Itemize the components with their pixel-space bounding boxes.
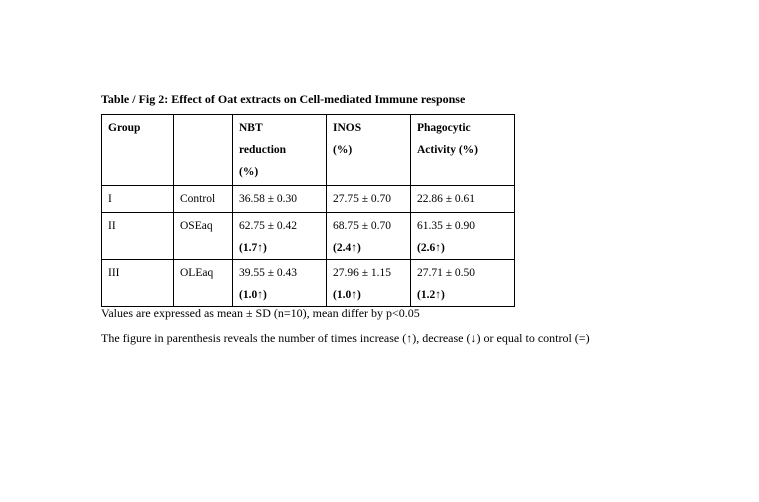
footnote-values: Values are expressed as mean ± SD (n=10), mean differ by p<0.05 [101,306,420,320]
cell-name: Control [174,186,233,213]
cell-inos: 27.75 ± 0.70 [327,186,411,213]
table-title: Table / Fig 2: Effect of Oat extracts on Cell-mediated Immune response [101,92,466,106]
fold-nbt: (1.7↑) [239,242,267,254]
header-phagocytic: Phagocytic Activity (%) [411,115,515,186]
table-row [102,186,515,213]
cell-phago: 61.35 ± 0.90 (2.6↑) [411,213,515,260]
fold-inos: (1.0↑) [333,289,361,301]
cell-inos: 27.96 ± 1.15 (1.0↑) [327,260,411,307]
cell-phago: 22.86 ± 0.61 [411,186,515,213]
fold-inos: (2.4↑) [333,242,361,254]
cell-nbt: 36.58 ± 0.30 [233,186,327,213]
cell-group: III [102,260,174,307]
cell-name: OSEaq [174,213,233,260]
cell-group: II [102,213,174,260]
cell-group: I [102,186,174,213]
data-table [101,114,515,307]
cell-phago: 27.71 ± 0.50 (1.2↑) [411,260,515,307]
table-header-row [102,115,515,186]
header-nbt: NBT reduction (%) [233,115,327,186]
cell-nbt: 62.75 ± 0.42 (1.7↑) [233,213,327,260]
header-inos: INOS (%) [327,115,411,186]
cell-name: OLEaq [174,260,233,307]
header-blank [174,115,233,186]
fold-nbt: (1.0↑) [239,289,267,301]
footnote-parenthesis: The figure in parenthesis reveals the number of times increase (↑), decrease (↓) or equal to control (=) [101,331,590,345]
cell-inos: 68.75 ± 0.70 (2.4↑) [327,213,411,260]
cell-nbt: 39.55 ± 0.43 (1.0↑) [233,260,327,307]
fold-phago: (2.6↑) [417,242,445,254]
table-row [102,213,515,260]
header-group: Group [102,115,174,186]
fold-phago: (1.2↑) [417,289,445,301]
table-row [102,260,515,307]
